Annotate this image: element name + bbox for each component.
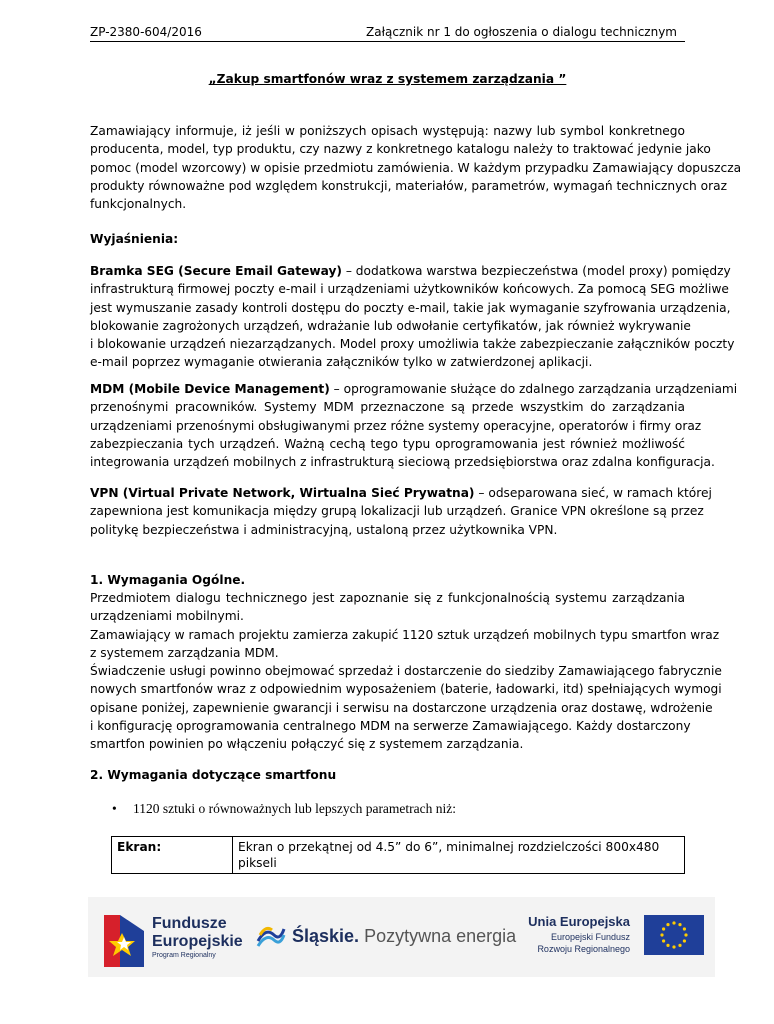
section1-line: i konfigurację oprogramowania centralnego MDM na serwerze Zamawiającego. Każdy dostarczony [90,719,691,734]
fe-star-flag-icon [100,911,148,971]
spec-table [111,836,685,874]
section1-line: Zamawiający w ramach projektu zamierza zakupić 1120 sztuk urządzeń mobilnych typu smartfon wraz [90,627,720,642]
mdm-line: zabezpieczania tych urządzeń. Ważną cechą tego typu oprogramowania jest również możliwość [90,436,685,451]
intro-paragraph [90,122,742,213]
section1-body [90,589,722,754]
slaskie-text [292,926,516,947]
spec-key: Ekran: [112,837,233,874]
seg-line: blokowanie zagrożonych urządzeń, wdrażanie lub odwołanie certyfikatów, jak również wykrywanie [90,318,691,333]
intro-line: producenta, model, typ produktu, czy nazwy z konkretnego katalogu należy to traktować jedynie jako [90,142,711,157]
section1-line: z systemem zarządzania MDM. [90,645,279,660]
mdm-term: MDM (Mobile Device Management) [90,382,330,396]
vpn-first-line [90,484,712,502]
section1-line: opisane poniżej, zapewnienie gwarancji i serwisu na dostarczone urządzenia oraz dostawę, wdrożenie [90,700,713,715]
seg-first-line-rest: – dodatkowa warstwa bezpieczeństwa (model proxy) pomiędzy [341,264,731,278]
vpn-first-line-rest: – odseparowana sieć, w ramach której [474,486,712,500]
section1-line: smartfon powinien po włączeniu połączyć się z systemem zarządzania. [90,737,524,752]
bullet-item [112,800,456,818]
ue-line2: Europejski Fundusz [550,932,630,942]
section2-heading: 2. Wymagania dotyczące smartfonu [90,768,337,782]
explanations-heading: Wyjaśnienia: [90,232,179,246]
intro-line: funkcjonalnych. [90,197,187,212]
mdm-first-line-rest: – oprogramowanie służące do zdalnego zarządzania urządzeniami [329,382,738,396]
seg-line: i blokowanie urządzeń niezarządzanych. Model proxy umożliwia także zabezpieczanie załączników poczty [90,337,735,352]
spec-value: Ekran o przekątnej od 4.5” do 6”, minimalnej rozdzielczości 800x480 pikseli [233,837,685,874]
vpn-line: zapewniona jest komunikacja między grupą lokalizacji lub urządzeń. Granice VPN określone są przez [90,504,704,519]
mdm-line: przenośnymi pracowników. Systemy MDM przeznaczone są przede wszystkim do zarządzania [90,400,685,415]
mdm-line: integrowania urządzeń mobilnych z infrastrukturą sieciową przedsiębiorstwa oraz zdalna konfiguracja. [90,455,715,470]
section1-line: Świadczenie usługi powinno obejmować sprzedaż i dostarczenie do siedziby Zamawiającego fabrycznie [90,664,722,679]
seg-definition [90,262,735,372]
eu-flag-icon [644,915,704,955]
intro-line: produkty równoważne pod względem konstrukcji, materiałów, parametrów, wymagań technicznych oraz [90,178,727,193]
document-title: „Zakup smartfonów wraz z systemem zarządzania ” [208,72,567,86]
fe-line2: Europejskie [152,933,243,950]
page-header [90,24,685,42]
table-row [112,837,685,874]
section1-line: Przedmiotem dialogu technicznego jest zapoznanie się z funkcjonalnością systemu zarządzania [90,591,685,605]
section1-line: nowych smartfonów wraz z odpowiednim wyposażeniem (baterie, ładowarki, itd) spełniających wymogi [90,682,722,697]
reference-number: ZP-2380-604/2016 [90,25,202,39]
seg-line: e-mail poprzez wymaganie otwierania załączników tylko w zatwierdzonej aplikacji. [90,355,593,370]
seg-term: Bramka SEG (Secure Email Gateway) [90,264,342,278]
funding-logos-footer [88,897,715,977]
section1-heading: 1. Wymagania Ogólne. [90,573,246,587]
slaskie-logo [256,921,517,961]
ue-line3: Rozwoju Regionalnego [537,944,630,954]
vpn-term: VPN (Virtual Private Network, Wirtualna Sieć Prywatna) [90,486,475,500]
fe-line1: Fundusze [152,915,227,932]
intro-line: pomoc (model wzorcowy) w opisie przedmiotu zamówienia. W każdym przypadku Zamawiający dopuszcza [90,160,742,175]
slaskie-wave-icon [256,921,286,951]
seg-line: infrastrukturą firmowej poczty e-mail i urządzeniami użytkowników końcowych. Za pomocą SEG możliwe [90,282,729,297]
bullet-dot-icon: • [112,801,117,816]
slaskie-slogan: Pozytywna energia [359,926,517,946]
mdm-line: urządzeniami przenośnymi obsługiwanymi przez różne systemy operacyjne, operatorów i firmy oraz [90,418,702,433]
fe-line3: Program Regionalny [152,952,216,959]
unia-europejska-logo [518,909,708,969]
seg-line: jest wymuszanie zasady kontroli dostępu do poczty e-mail, takie jak wymaganie szyfrowania urządzenia, [90,300,731,315]
fe-text-block [152,915,243,961]
vpn-line: politykę bezpieczeństwa i administracyjną, ustaloną przez użytkownika VPN. [90,522,558,537]
fundusze-europejskie-logo [100,911,243,971]
bullet-text: 1120 sztuki o równoważnych lub lepszych parametrach niż: [133,801,457,816]
ue-text-block [518,913,630,955]
intro-line: Zamawiający informuje, iż jeśli w poniższych opisach występują: nazwy lub symbol konkretnego [90,124,685,138]
annex-label: Załącznik nr 1 do ogłoszenia o dialogu technicznym [366,25,677,39]
seg-first-line [90,262,731,280]
vpn-definition [90,484,712,539]
slaskie-bold: Śląskie. [292,926,360,946]
mdm-first-line [90,380,738,398]
section1-line: urządzeniami mobilnymi. [90,609,244,624]
ue-line1: Unia Europejska [528,914,630,929]
mdm-definition [90,380,738,471]
